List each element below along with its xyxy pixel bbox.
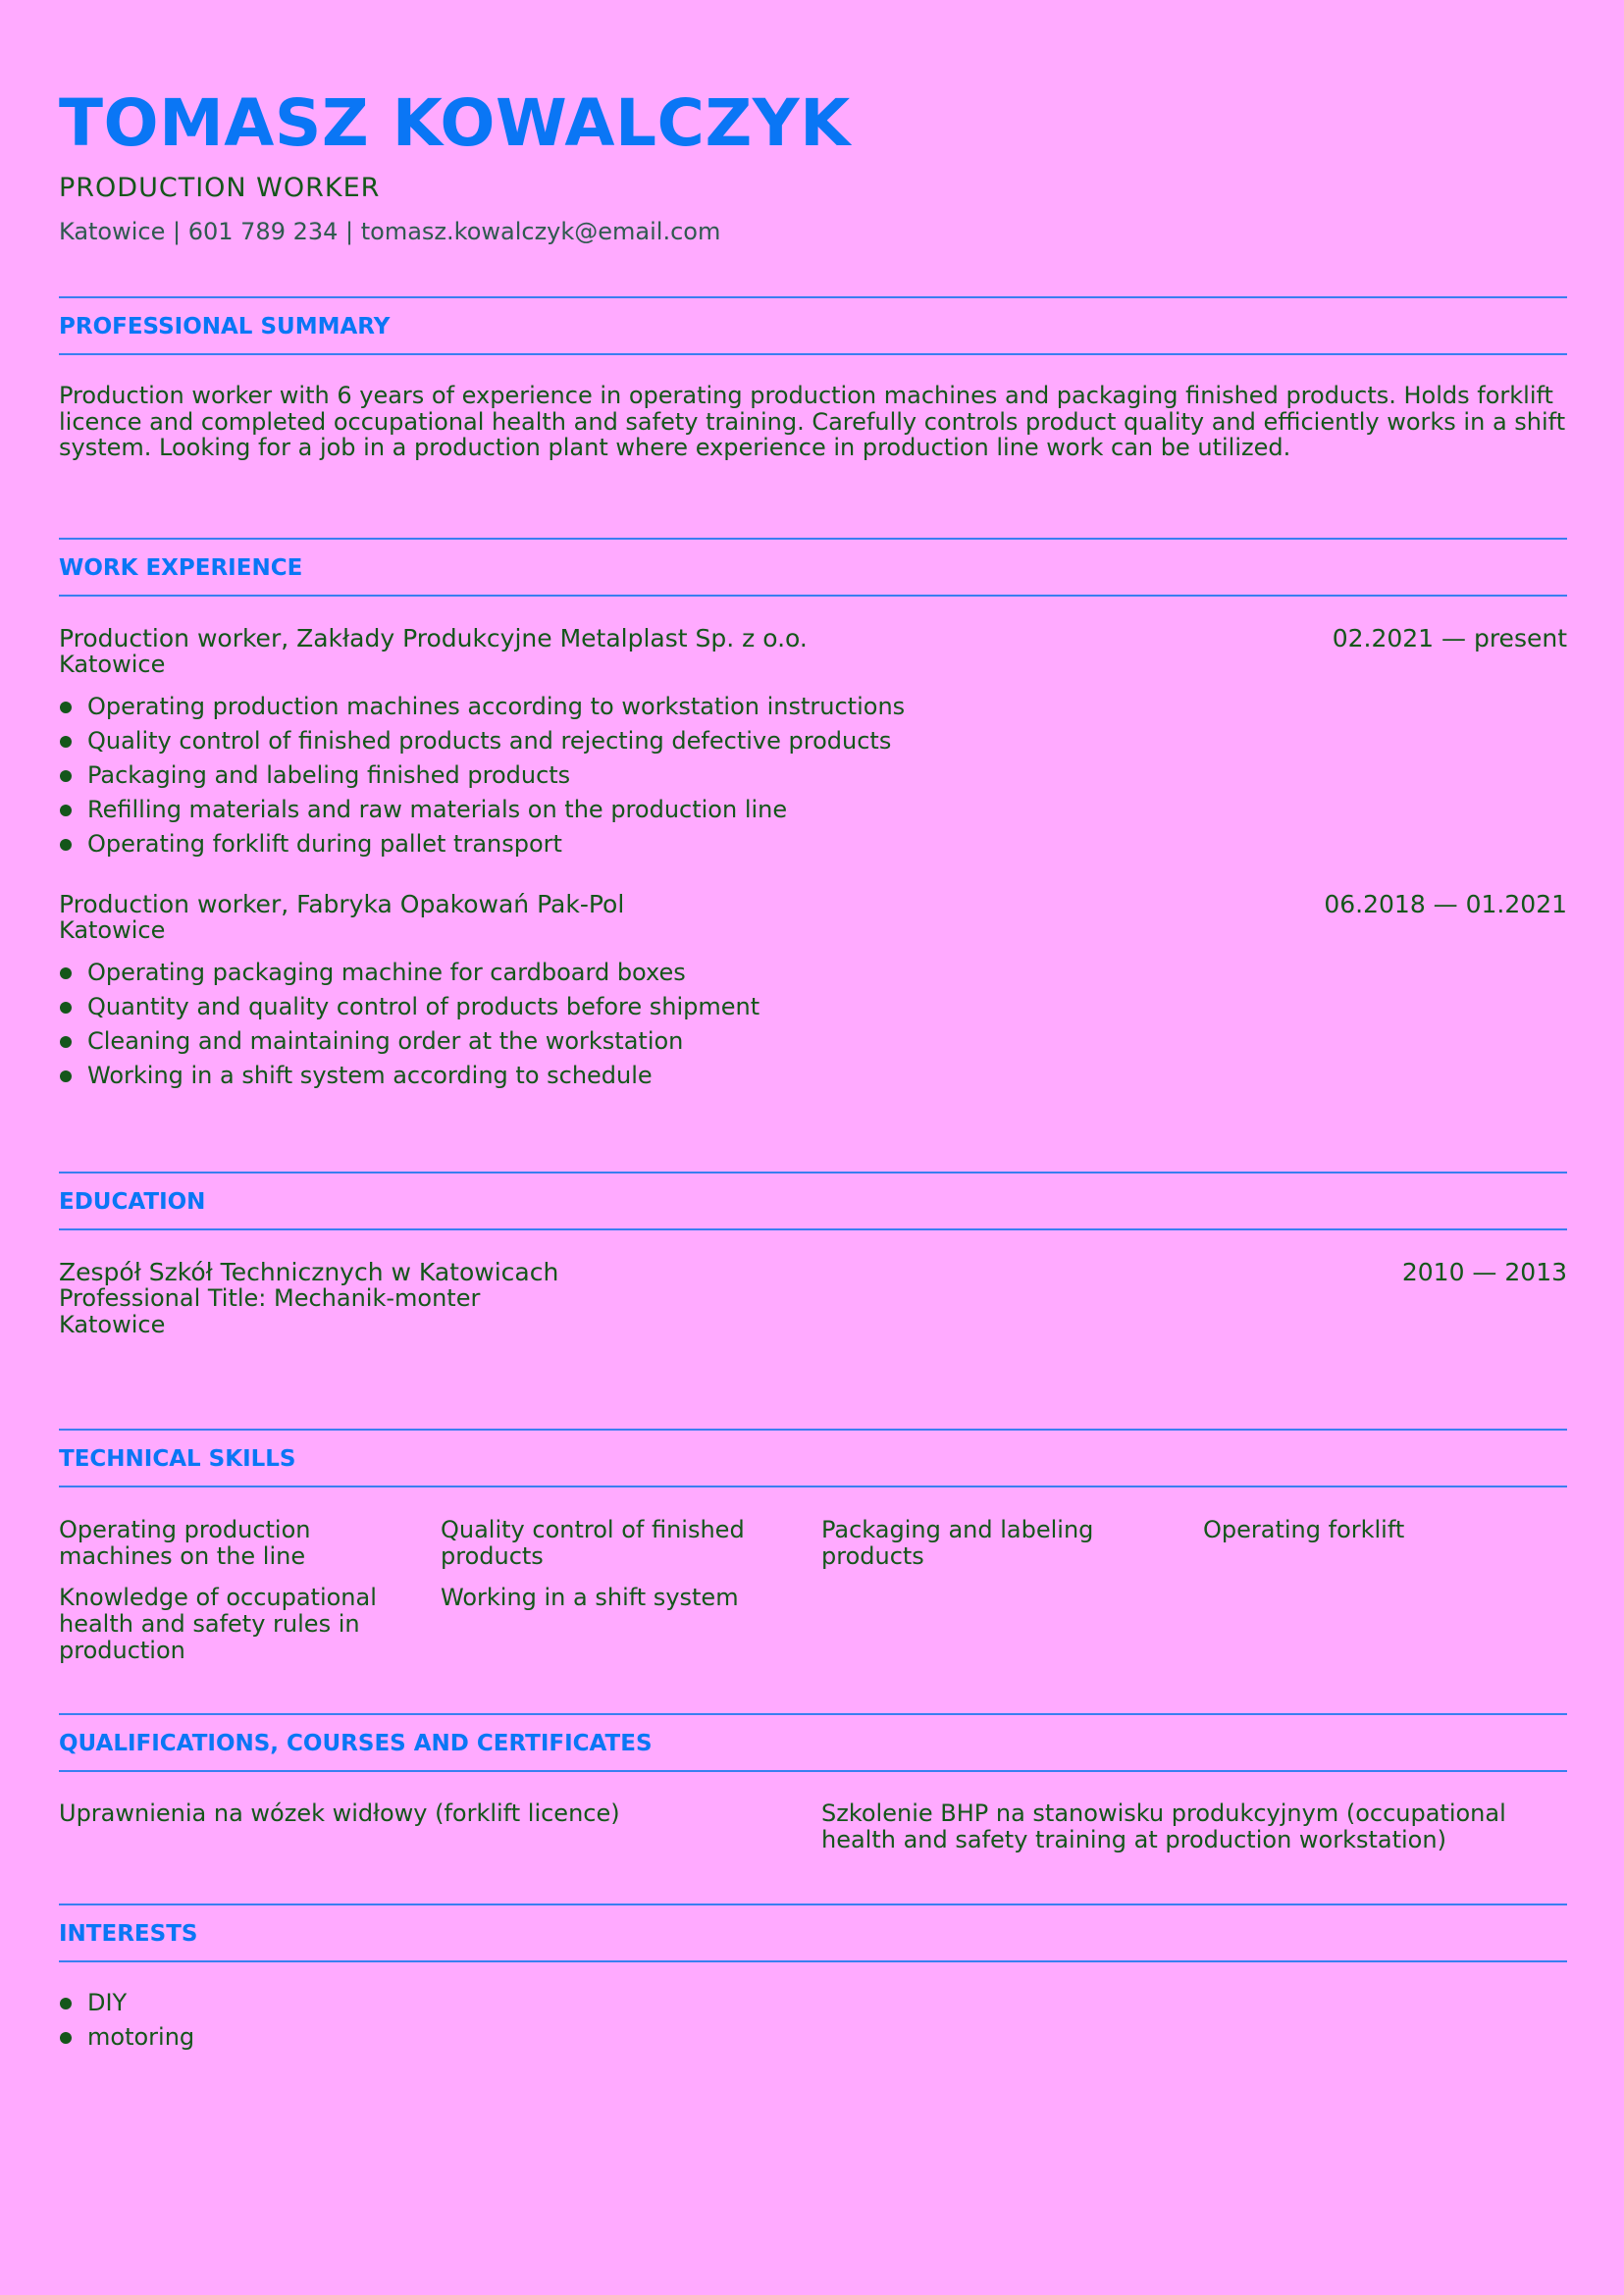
list-item: DIY — [59, 1986, 1567, 2020]
section-header-skills — [59, 1429, 1567, 1487]
section-title-education: EDUCATION — [59, 1189, 206, 1215]
section-header-summary — [59, 296, 1567, 355]
school-name: Zespół Szkół Technicznych w Katowicach — [59, 1258, 559, 1286]
list-item: Operating forklift during pallet transport — [59, 827, 1567, 861]
list-item: Cleaning and maintaining order at the workstation — [59, 1024, 1567, 1059]
skill-item: Quality control of finished products — [441, 1516, 745, 1570]
section-header-qualifications — [59, 1713, 1567, 1772]
skill-item: Knowledge of occupational health and safety rules in production — [59, 1584, 377, 1664]
bullet-icon — [60, 2032, 72, 2044]
bullet-icon — [60, 702, 72, 713]
list-item: Quantity and quality control of products before shipment — [59, 990, 1567, 1024]
section-header-interests — [59, 1904, 1567, 1962]
education-location: Katowice — [59, 1311, 166, 1338]
list-item: Operating packaging machine for cardboard boxes — [59, 956, 1567, 990]
section-title-experience: WORK EXPERIENCE — [59, 555, 303, 581]
list-item: Packaging and labeling finished products — [59, 758, 1567, 793]
bullet-icon — [60, 967, 72, 979]
bullet-icon — [60, 1002, 72, 1014]
section-title-skills: TECHNICAL SKILLS — [59, 1446, 296, 1472]
skill-item: Operating forklift — [1203, 1516, 1405, 1543]
job-duties-list — [59, 690, 1567, 861]
candidate-name: TOMASZ KOWALCZYK — [59, 85, 851, 161]
list-item: Quality control of finished products and rejecting defective products — [59, 724, 1567, 758]
list-item: Refilling materials and raw materials on the production line — [59, 793, 1567, 827]
education-dates: 2010 — 2013 — [1401, 1258, 1567, 1286]
job-title: PRODUCTION WORKER — [59, 173, 381, 203]
list-item: Working in a shift system according to schedule — [59, 1059, 1567, 1093]
qualification-item: Szkolenie BHP na stanowisku produkcyjnym (occupational health and safety training at production workstation) — [821, 1799, 1506, 1853]
job-dates: 06.2018 — 01.2021 — [1324, 890, 1567, 918]
bullet-icon — [60, 805, 72, 816]
section-header-education — [59, 1172, 1567, 1230]
job-dates: 02.2021 — present — [1332, 624, 1567, 652]
list-item: motoring — [59, 2020, 1567, 2055]
bullet-icon — [60, 1036, 72, 1048]
job-location: Katowice — [59, 651, 166, 678]
interests-list — [59, 1986, 1567, 2055]
bullet-icon — [60, 1998, 72, 2009]
job-duties-list — [59, 956, 1567, 1093]
bullet-icon — [60, 770, 72, 782]
skill-item: Packaging and labeling products — [821, 1516, 1094, 1570]
summary-text: Production worker with 6 years of experience in operating production machines and packaging finished products. Holds forklift licence and completed occupational health and safety training. Carefully controls product quality and efficiently works in a shift system. Looking for a job in a production plant where experience in production line work can be utilized. — [59, 382, 1566, 461]
job-position: Production worker, Zakłady Produkcyjne Metalplast Sp. z o.o. — [59, 624, 808, 652]
bullet-icon — [60, 736, 72, 748]
list-item: Operating production machines according to workstation instructions — [59, 690, 1567, 724]
education-degree: Professional Title: Mechanik-monter — [59, 1284, 481, 1312]
bullet-icon — [60, 1070, 72, 1082]
bullet-icon — [60, 839, 72, 851]
job-position: Production worker, Fabryka Opakowań Pak-Pol — [59, 890, 625, 918]
contact-info: Katowice | 601 789 234 | tomasz.kowalczyk@email.com — [59, 218, 721, 245]
section-title-interests: INTERESTS — [59, 1921, 198, 1947]
qualification-item: Uprawnienia na wózek widłowy (forklift licence) — [59, 1799, 620, 1827]
skill-item: Operating production machines on the line — [59, 1516, 311, 1570]
section-header-experience — [59, 538, 1567, 597]
section-title-qualifications: QUALIFICATIONS, COURSES AND CERTIFICATES — [59, 1731, 653, 1756]
job-location: Katowice — [59, 916, 166, 944]
section-title-summary: PROFESSIONAL SUMMARY — [59, 314, 391, 339]
skill-item: Working in a shift system — [441, 1584, 739, 1611]
